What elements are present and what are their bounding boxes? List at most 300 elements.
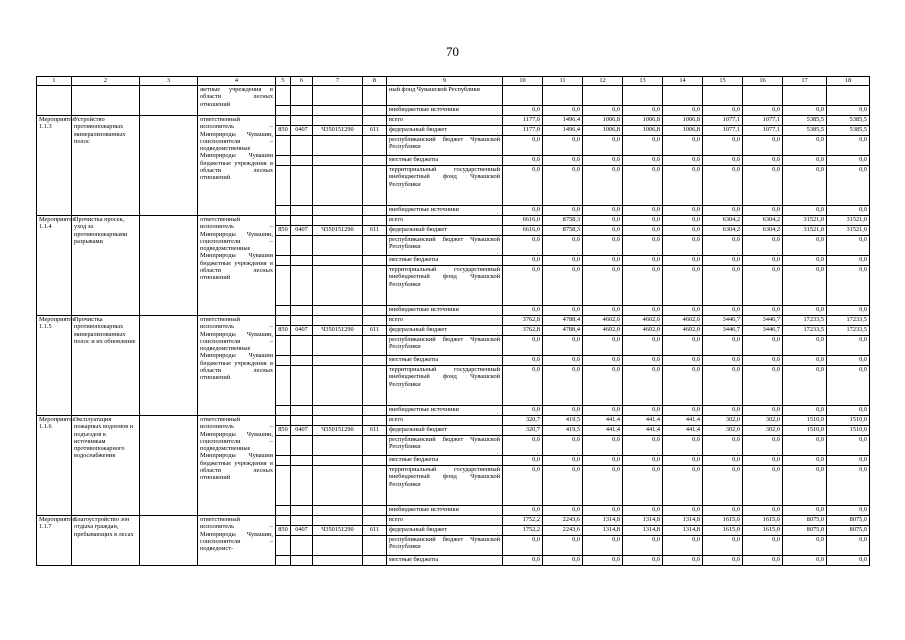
- value-cell: 0,0: [743, 136, 783, 156]
- value-cell: 0,0: [703, 466, 743, 506]
- value-cell: 1752,2: [503, 526, 543, 536]
- value-cell: 0,0: [827, 556, 870, 566]
- measure-code: Мероприятие 1.1.7: [37, 516, 72, 566]
- value-cell: 0,0: [783, 466, 827, 506]
- source-label: местные бюджеты: [387, 356, 503, 366]
- value-cell: 1314,8: [663, 526, 703, 536]
- value-cell: 1006,8: [583, 116, 623, 126]
- value-cell: 0,0: [503, 206, 543, 216]
- value-cell: 1615,0: [703, 516, 743, 526]
- source-label: республиканский бюджет Чувашской Республики: [387, 236, 503, 256]
- value-cell: 0,0: [623, 466, 663, 506]
- value-cell: 1077,1: [703, 126, 743, 136]
- header-cell: 7: [313, 77, 363, 86]
- value-cell: 0,0: [743, 366, 783, 406]
- value-cell: 4602,0: [623, 316, 663, 326]
- value-cell: 441,4: [623, 426, 663, 436]
- value-cell: 0,0: [743, 206, 783, 216]
- executor-cell: ответственный исполнитель – Минприроды Чувашии, соисполнители – подведомст-: [198, 516, 276, 566]
- value-cell: 0,0: [623, 366, 663, 406]
- value-cell: 1314,8: [583, 526, 623, 536]
- source-label: всего: [387, 116, 503, 126]
- value-cell: 5385,5: [827, 126, 870, 136]
- value-cell: 0,0: [663, 506, 703, 516]
- value-cell: 0,0: [703, 406, 743, 416]
- value-cell: 1496,4: [543, 116, 583, 126]
- source-label: местные бюджеты: [387, 156, 503, 166]
- value-cell: 0,0: [583, 166, 623, 206]
- value-cell: 0,0: [503, 236, 543, 256]
- value-cell: 0,0: [827, 506, 870, 516]
- value-cell: 419,5: [543, 426, 583, 436]
- source-label: федеральный бюджет: [387, 326, 503, 336]
- header-row: [37, 77, 870, 86]
- value-cell: 0,0: [623, 136, 663, 156]
- source-label: республиканский бюджет Чувашской Республики: [387, 536, 503, 556]
- continuation-row: [37, 86, 870, 106]
- source-label: местные бюджеты: [387, 456, 503, 466]
- source-label: всего: [387, 316, 503, 326]
- value-cell: 0,0: [743, 356, 783, 366]
- value-cell: 0,0: [703, 366, 743, 406]
- value-cell: 0,0: [783, 406, 827, 416]
- source-label: республиканский бюджет Чувашской Республики: [387, 136, 503, 156]
- value-cell: 0,0: [583, 406, 623, 416]
- value-cell: 0,0: [623, 256, 663, 266]
- value-cell: 0,0: [583, 206, 623, 216]
- value-cell: 4602,0: [663, 316, 703, 326]
- value-cell: 1615,0: [743, 526, 783, 536]
- value-cell: 0,0: [663, 266, 703, 306]
- value-cell: 0,0: [623, 226, 663, 236]
- value-cell: 0,0: [783, 556, 827, 566]
- value-cell: 3446,7: [703, 316, 743, 326]
- value-cell: 0,0: [543, 156, 583, 166]
- code-target: Ч350151290: [313, 226, 363, 236]
- measure-name: Прочистка просек, уход за противопожарными разрывами: [72, 216, 140, 316]
- value-cell: 0,0: [543, 256, 583, 266]
- value-cell: 0,0: [503, 306, 543, 316]
- value-cell: 0,0: [503, 256, 543, 266]
- value-cell: 0,0: [583, 336, 623, 356]
- value-cell: 302,0: [743, 416, 783, 426]
- code-section: 0407: [291, 226, 313, 236]
- value-cell: 6304,2: [703, 226, 743, 236]
- value-cell: 0,0: [783, 236, 827, 256]
- value-cell: 5385,5: [827, 116, 870, 126]
- measure-col3: [140, 316, 198, 416]
- measure-code: Мероприятие 1.1.5: [37, 316, 72, 416]
- value-cell: 0,0: [743, 466, 783, 506]
- value-cell: 0,0: [663, 356, 703, 366]
- value-cell: 0,0: [827, 166, 870, 206]
- code-target: Ч350151290: [313, 326, 363, 336]
- value-cell: 441,4: [583, 416, 623, 426]
- value-cell: 5385,5: [783, 116, 827, 126]
- source-label: федеральный бюджет: [387, 526, 503, 536]
- header-cell: 11: [543, 77, 583, 86]
- budget-table: [36, 76, 870, 566]
- value-cell: 31521,0: [827, 226, 870, 236]
- value-cell: 0,0: [743, 256, 783, 266]
- value-cell: 0,0: [503, 136, 543, 156]
- value-cell: 0,0: [827, 266, 870, 306]
- value-cell: 0,0: [827, 106, 870, 116]
- value-cell: 0,0: [743, 436, 783, 456]
- value-cell: 0,0: [783, 356, 827, 366]
- value-cell: 0,0: [543, 236, 583, 256]
- value-cell: 0,0: [663, 106, 703, 116]
- value-cell: 1615,0: [743, 516, 783, 526]
- value-cell: 0,0: [827, 236, 870, 256]
- value-cell: 1314,8: [583, 516, 623, 526]
- value-cell: 0,0: [703, 456, 743, 466]
- value-cell: 0,0: [703, 166, 743, 206]
- source-label: федеральный бюджет: [387, 126, 503, 136]
- executor-cell: ответственный исполнитель – Минприроды Чувашии, соисполнители – подведомственные Минприроды Чувашии бюджетные учреждения в области лесных отношений: [198, 416, 276, 516]
- value-cell: 0,0: [743, 506, 783, 516]
- source-label: внебюджетные источники: [387, 506, 503, 516]
- measure-col3: [140, 216, 198, 316]
- value-cell: 0,0: [783, 206, 827, 216]
- value-cell: 0,0: [827, 306, 870, 316]
- value-cell: 0,0: [743, 156, 783, 166]
- value-cell: 0,0: [543, 506, 583, 516]
- executor-cell: ответственный исполнитель – Минприроды Чувашии, соисполнители – подведомственные Минприроды Чувашии бюджетные учреждения в области лесных отношений: [198, 116, 276, 216]
- value-cell: 0,0: [583, 456, 623, 466]
- value-cell: 0,0: [663, 256, 703, 266]
- value-cell: 0,0: [583, 226, 623, 236]
- value-cell: 0,0: [743, 456, 783, 466]
- header-cell: 4: [198, 77, 276, 86]
- value-cell: 8075,0: [827, 516, 870, 526]
- code-section: 0407: [291, 526, 313, 536]
- value-cell: 0,0: [743, 166, 783, 206]
- value-cell: 0,0: [623, 156, 663, 166]
- value-cell: 0,0: [703, 556, 743, 566]
- header-cell: 8: [363, 77, 387, 86]
- value-cell: 1077,1: [743, 126, 783, 136]
- header-cell: 14: [663, 77, 703, 86]
- measure-col3: [140, 416, 198, 516]
- measure-name: Благоустройство зон отдыха граждан, пребывающих в лесах: [72, 516, 140, 566]
- value-cell: 0,0: [783, 506, 827, 516]
- value-cell: 0,0: [543, 536, 583, 556]
- header-cell: 3: [140, 77, 198, 86]
- value-cell: 0,0: [623, 356, 663, 366]
- source-label: внебюджетные источники: [387, 106, 503, 116]
- value-cell: 0,0: [827, 256, 870, 266]
- value-cell: 302,0: [743, 426, 783, 436]
- code-grbs: 850: [276, 226, 291, 236]
- value-cell: 1314,8: [623, 516, 663, 526]
- value-cell: 1077,1: [743, 116, 783, 126]
- value-cell: 8758,3: [543, 216, 583, 226]
- value-cell: 3446,7: [743, 326, 783, 336]
- value-cell: 8075,0: [827, 526, 870, 536]
- measure-row: [37, 316, 870, 326]
- header-cell: 9: [387, 77, 503, 86]
- source-label: всего: [387, 516, 503, 526]
- value-cell: 0,0: [743, 406, 783, 416]
- value-cell: 1510,0: [783, 426, 827, 436]
- value-cell: 0,0: [783, 536, 827, 556]
- value-cell: 1510,0: [827, 416, 870, 426]
- value-cell: 0,0: [743, 266, 783, 306]
- value-cell: 0,0: [583, 266, 623, 306]
- code-target: Ч350151290: [313, 526, 363, 536]
- code-grbs: 850: [276, 426, 291, 436]
- value-cell: 0,0: [663, 306, 703, 316]
- source-label: федеральный бюджет: [387, 226, 503, 236]
- value-cell: 0,0: [743, 536, 783, 556]
- code-target: Ч350151290: [313, 126, 363, 136]
- value-cell: 0,0: [503, 106, 543, 116]
- value-cell: 0,0: [623, 106, 663, 116]
- value-cell: 0,0: [783, 256, 827, 266]
- source-label: местные бюджеты: [387, 256, 503, 266]
- value-cell: 0,0: [583, 156, 623, 166]
- source-label: внебюджетные источники: [387, 206, 503, 216]
- code-target: Ч350151290: [313, 426, 363, 436]
- code-section: 0407: [291, 126, 313, 136]
- value-cell: 0,0: [623, 266, 663, 306]
- source-label: территориальный государственный внебюджетный фонд Чувашской Республики: [387, 166, 503, 206]
- value-cell: 1177,0: [503, 126, 543, 136]
- value-cell: 1615,0: [703, 526, 743, 536]
- value-cell: 6304,2: [703, 216, 743, 226]
- value-cell: 0,0: [663, 406, 703, 416]
- value-cell: 1006,8: [663, 116, 703, 126]
- value-cell: 0,0: [783, 166, 827, 206]
- value-cell: 1314,8: [663, 516, 703, 526]
- value-cell: 0,0: [663, 166, 703, 206]
- value-cell: 0,0: [543, 336, 583, 356]
- value-cell: 4602,0: [583, 326, 623, 336]
- value-cell: 1496,4: [543, 126, 583, 136]
- value-cell: 1006,8: [623, 126, 663, 136]
- value-cell: 0,0: [663, 536, 703, 556]
- value-cell: 0,0: [827, 156, 870, 166]
- value-cell: 0,0: [703, 356, 743, 366]
- value-cell: 0,0: [703, 156, 743, 166]
- value-cell: 6616,0: [503, 216, 543, 226]
- value-cell: 8075,0: [783, 516, 827, 526]
- value-cell: 0,0: [543, 356, 583, 366]
- measure-col3: [140, 516, 198, 566]
- value-cell: 0,0: [703, 106, 743, 116]
- code-grbs: 850: [276, 526, 291, 536]
- value-cell: 0,0: [543, 366, 583, 406]
- value-cell: 441,4: [663, 426, 703, 436]
- value-cell: 0,0: [783, 156, 827, 166]
- value-cell: 0,0: [503, 436, 543, 456]
- value-cell: 1177,0: [503, 116, 543, 126]
- source-label: внебюджетные источники: [387, 306, 503, 316]
- value-cell: 2243,6: [543, 516, 583, 526]
- value-cell: 0,0: [743, 106, 783, 116]
- value-cell: 0,0: [543, 456, 583, 466]
- value-cell: 1006,8: [583, 126, 623, 136]
- value-cell: 17233,5: [783, 316, 827, 326]
- value-cell: 0,0: [583, 236, 623, 256]
- code-expense-type: 611: [363, 126, 387, 136]
- page-number: 70: [446, 44, 459, 59]
- source-label: всего: [387, 416, 503, 426]
- measure-row: [37, 516, 870, 526]
- header-cell: 2: [72, 77, 140, 86]
- value-cell: 4788,4: [543, 316, 583, 326]
- value-cell: 3762,8: [503, 326, 543, 336]
- value-cell: 0,0: [827, 536, 870, 556]
- header-cell: 15: [703, 77, 743, 86]
- value-cell: 0,0: [543, 166, 583, 206]
- code-expense-type: 611: [363, 326, 387, 336]
- source-label: республиканский бюджет Чувашской Республики: [387, 336, 503, 356]
- value-cell: 0,0: [503, 156, 543, 166]
- measure-code: Мероприятие 1.1.4: [37, 216, 72, 316]
- source-label: ный фонд Чувашской Республики: [387, 86, 503, 106]
- value-cell: 0,0: [783, 136, 827, 156]
- measure-col3: [140, 116, 198, 216]
- value-cell: 0,0: [827, 366, 870, 406]
- value-cell: 1510,0: [827, 426, 870, 436]
- value-cell: 0,0: [623, 406, 663, 416]
- value-cell: 0,0: [503, 266, 543, 306]
- value-cell: 31521,0: [783, 216, 827, 226]
- value-cell: 0,0: [583, 556, 623, 566]
- value-cell: 0,0: [623, 336, 663, 356]
- value-cell: 4602,0: [583, 316, 623, 326]
- source-label: территориальный государственный внебюджетный фонд Чувашской Республики: [387, 466, 503, 506]
- value-cell: 0,0: [663, 156, 703, 166]
- value-cell: 0,0: [583, 216, 623, 226]
- value-cell: 0,0: [827, 136, 870, 156]
- value-cell: 0,0: [503, 506, 543, 516]
- header-cell: 5: [276, 77, 291, 86]
- source-label: территориальный государственный внебюджетный фонд Чувашской Республики: [387, 366, 503, 406]
- value-cell: 1077,1: [703, 116, 743, 126]
- value-cell: 0,0: [623, 236, 663, 256]
- value-cell: 0,0: [543, 266, 583, 306]
- value-cell: 0,0: [503, 466, 543, 506]
- value-cell: 0,0: [663, 226, 703, 236]
- value-cell: 0,0: [503, 536, 543, 556]
- value-cell: 0,0: [503, 556, 543, 566]
- value-cell: 17233,5: [783, 326, 827, 336]
- value-cell: 0,0: [503, 366, 543, 406]
- value-cell: 0,0: [623, 216, 663, 226]
- source-label: внебюджетные источники: [387, 406, 503, 416]
- value-cell: 0,0: [663, 136, 703, 156]
- value-cell: 0,0: [827, 356, 870, 366]
- value-cell: 0,0: [703, 236, 743, 256]
- value-cell: 0,0: [503, 356, 543, 366]
- value-cell: 0,0: [583, 506, 623, 516]
- value-cell: 1006,8: [663, 126, 703, 136]
- value-cell: 1314,8: [623, 526, 663, 536]
- value-cell: 0,0: [743, 306, 783, 316]
- value-cell: 0,0: [783, 456, 827, 466]
- value-cell: 302,0: [703, 426, 743, 436]
- value-cell: 0,0: [623, 206, 663, 216]
- value-cell: 419,5: [543, 416, 583, 426]
- value-cell: 0,0: [583, 366, 623, 406]
- measure-code: Мероприятие 1.1.6: [37, 416, 72, 516]
- value-cell: 0,0: [503, 336, 543, 356]
- value-cell: 2243,6: [543, 526, 583, 536]
- value-cell: 0,0: [827, 436, 870, 456]
- value-cell: 0,0: [663, 466, 703, 506]
- value-cell: 17233,5: [827, 326, 870, 336]
- value-cell: 0,0: [743, 336, 783, 356]
- value-cell: 0,0: [623, 456, 663, 466]
- value-cell: 0,0: [827, 466, 870, 506]
- value-cell: 0,0: [543, 106, 583, 116]
- header-cell: 10: [503, 77, 543, 86]
- value-cell: 0,0: [663, 236, 703, 256]
- value-cell: 0,0: [583, 466, 623, 506]
- value-cell: 441,4: [583, 426, 623, 436]
- value-cell: 6304,2: [743, 216, 783, 226]
- value-cell: 0,0: [703, 206, 743, 216]
- value-cell: 1006,8: [623, 116, 663, 126]
- value-cell: 0,0: [743, 236, 783, 256]
- value-cell: 0,0: [583, 256, 623, 266]
- source-label: федеральный бюджет: [387, 426, 503, 436]
- value-cell: 0,0: [827, 336, 870, 356]
- value-cell: 0,0: [783, 366, 827, 406]
- header-cell: 17: [783, 77, 827, 86]
- value-cell: 0,0: [543, 466, 583, 506]
- executor-cell: жетные учреждения в области лесных отношений: [198, 86, 276, 116]
- code-expense-type: 611: [363, 426, 387, 436]
- executor-cell: ответственный исполнитель – Минприроды Чувашии, соисполнители – подведомственные Минприроды Чувашии бюджетные учреждения в области лесных отношений: [198, 316, 276, 416]
- value-cell: 8758,3: [543, 226, 583, 236]
- measure-row: [37, 216, 870, 226]
- value-cell: 0,0: [663, 336, 703, 356]
- value-cell: 0,0: [623, 306, 663, 316]
- value-cell: 0,0: [543, 556, 583, 566]
- value-cell: 0,0: [543, 406, 583, 416]
- value-cell: 441,4: [663, 416, 703, 426]
- value-cell: 31521,0: [827, 216, 870, 226]
- value-cell: 0,0: [663, 206, 703, 216]
- value-cell: 0,0: [503, 456, 543, 466]
- value-cell: 1752,2: [503, 516, 543, 526]
- measure-name: Устройство противопожарных минерализованных полос: [72, 116, 140, 216]
- value-cell: 0,0: [703, 256, 743, 266]
- value-cell: 0,0: [743, 556, 783, 566]
- value-cell: 8075,0: [783, 526, 827, 536]
- value-cell: 0,0: [703, 336, 743, 356]
- value-cell: 0,0: [543, 436, 583, 456]
- value-cell: 4602,0: [663, 326, 703, 336]
- value-cell: 0,0: [583, 436, 623, 456]
- value-cell: 0,0: [703, 266, 743, 306]
- value-cell: 0,0: [543, 206, 583, 216]
- value-cell: 0,0: [703, 136, 743, 156]
- value-cell: 320,7: [503, 426, 543, 436]
- header-cell: 1: [37, 77, 72, 86]
- measure-name: Эксплуатация пожарных водоемов и подъездов к источникам противопожарного водоснабжения: [72, 416, 140, 516]
- value-cell: 0,0: [663, 366, 703, 406]
- value-cell: 320,7: [503, 416, 543, 426]
- value-cell: 0,0: [827, 406, 870, 416]
- value-cell: 0,0: [503, 166, 543, 206]
- header-cell: 6: [291, 77, 313, 86]
- value-cell: 3762,8: [503, 316, 543, 326]
